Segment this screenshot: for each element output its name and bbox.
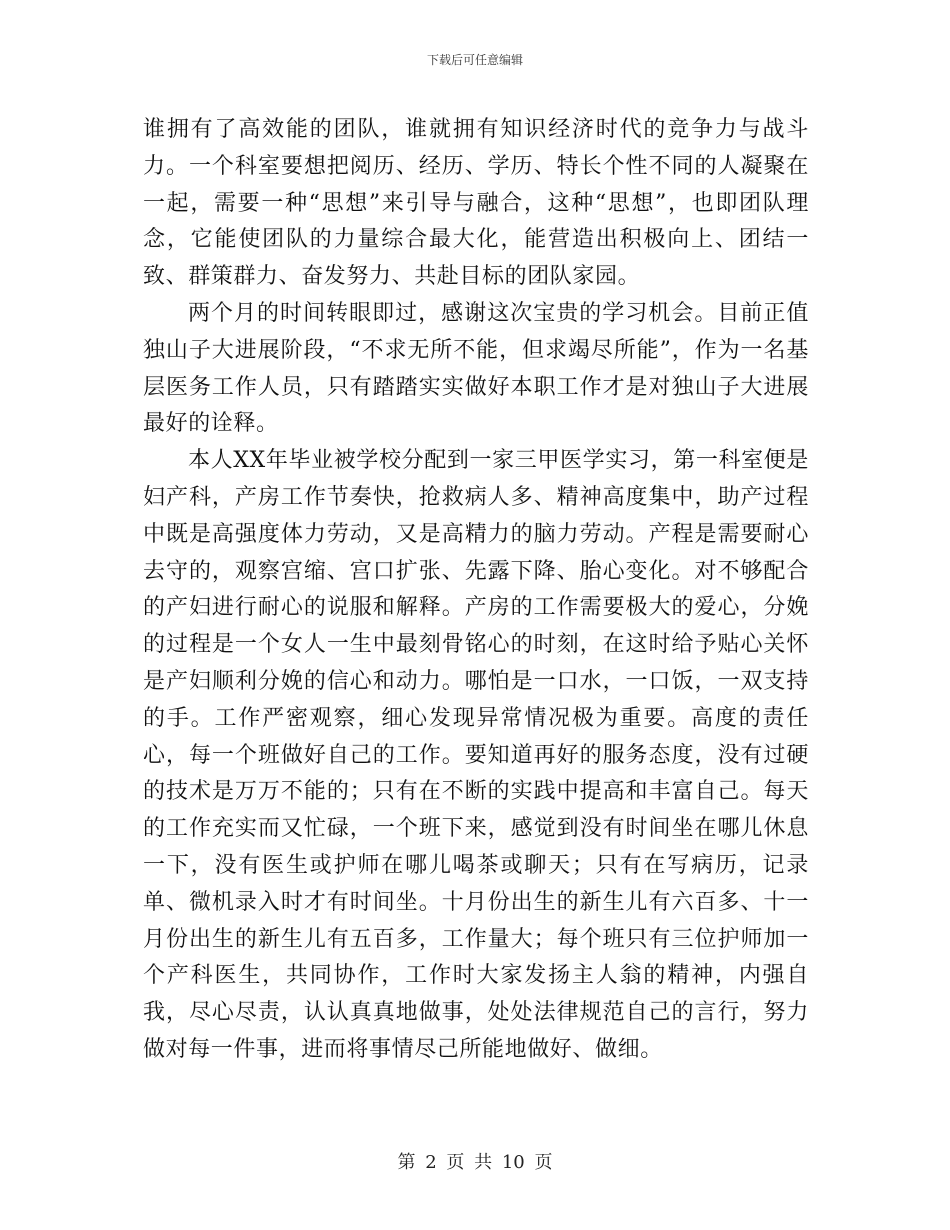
document-body xyxy=(143,112,809,1069)
paragraph-3: 本人XX年毕业被学校分配到一家三甲医学实习，第一科室便是妇产科，产房工作节奏快，抢救病人多、精神高度集中，助产过程中既是高强度体力劳动，又是高精力的脑力劳动。产程是需要耐心去守的，观察宫缩、宫口扩张、先露下降、胎心变化。对不够配合的产妇进行耐心的说服和解释。产房的工作需要极大的爱心，分娩的过程是一个女人一生中最刻骨铭心的时刻，在这时给予贴心关怀是产妇顺利分娩的信心和动力。哪怕是一口水，一口饭，一双支持的手。工作严密观察，细心发现异常情况极为重要。高度的责任心，每一个班做好自己的工作。要知道再好的服务态度，没有过硬的技术是万万不能的；只有在不断的实践中提高和丰富自己。每天的工作充实而又忙碌，一个班下来，感觉到没有时间坐在哪儿休息一下，没有医生或护师在哪儿喝茶或聊天；只有在写病历，记录单、微机录入时才有时间坐。十月份出生的新生儿有六百多、十一月份出生的新生儿有五百多，工作量大；每个班只有三位护师加一个产科医生，共同协作，工作时大家发扬主人翁的精神，内强自我，尽心尽责，认认真真地做事，处处法律规范自己的言行，努力做对每一件事，进而将事情尽己所能地做好、做细。 xyxy=(143,448,809,1062)
page-header-note: 下载后可任意编辑 xyxy=(426,53,523,67)
page-number-footer: 第 2 页 共 10 页 xyxy=(397,1152,553,1173)
paragraph-1: 谁拥有了高效能的团队，谁就拥有知识经济时代的竞争力与战斗力。一个科室要想把阅历、经历、学历、特长个性不同的人凝聚在一起，需要一种“思想”来引导与融合，这种“思想”，也即团队理念，它能使团队的力量综合最大化，能营造出积极向上、团结一致、群策群力、奋发努力、共赴目标的团队家园。 xyxy=(143,117,809,290)
paragraph-2: 两个月的时间转眼即过，感谢这次宝贵的学习机会。目前正值独山子大进展阶段，“不求无所不能，但求竭尽所能”，作为一名基层医务工作人员，只有踏踏实实做好本职工作才是对独山子大进展最好的诠释。 xyxy=(143,300,809,437)
